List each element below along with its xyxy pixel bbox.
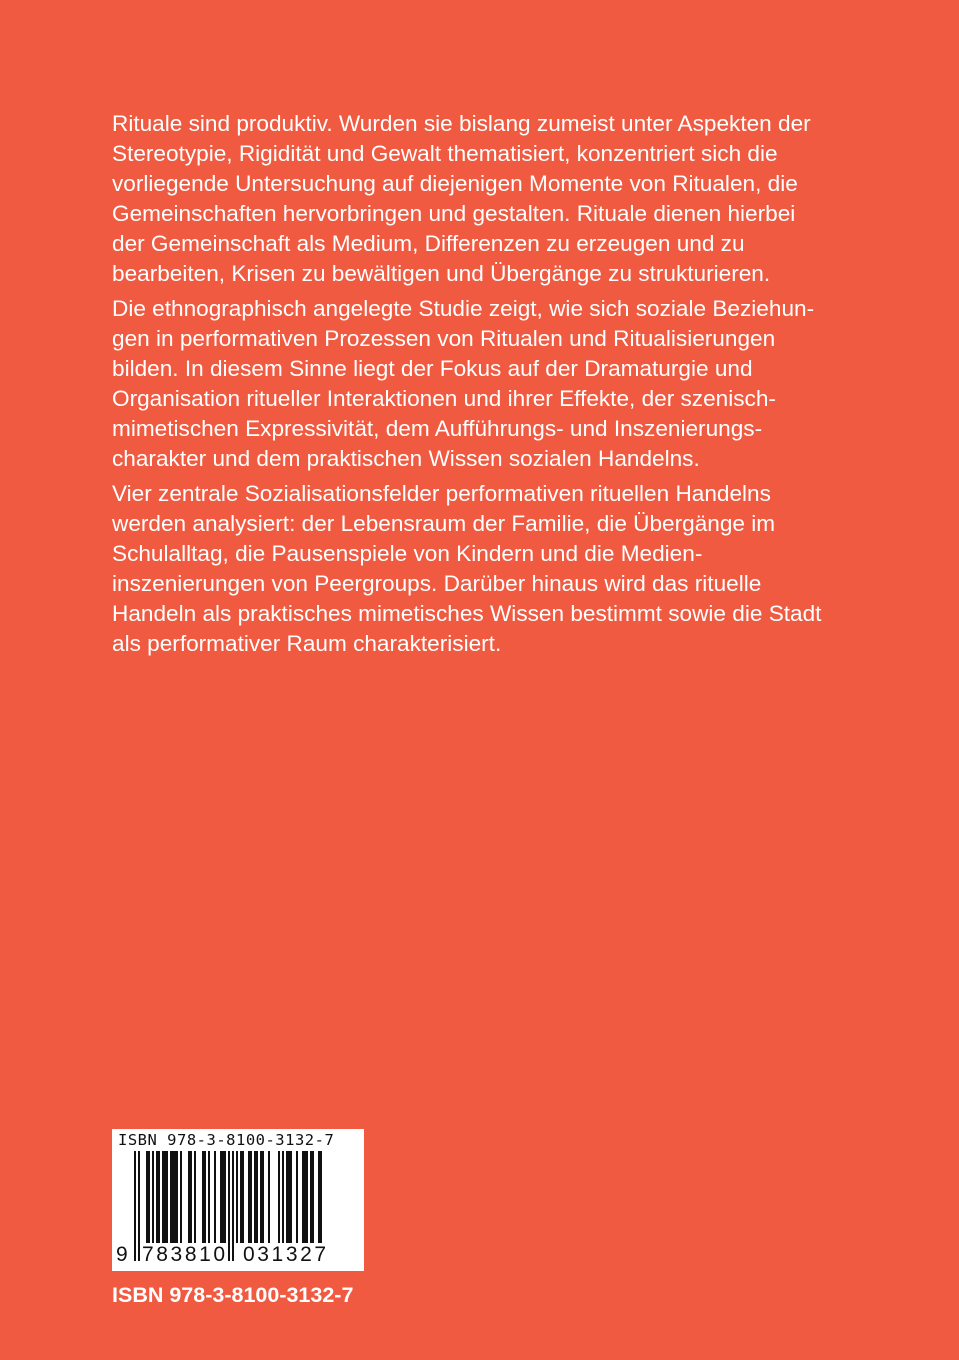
- barcode-bar: [214, 1151, 216, 1243]
- text-line: gen in performativen Prozessen von Ritualen und Ritualisierungen: [112, 326, 776, 351]
- barcode-bar: [202, 1151, 206, 1243]
- text-line: mimetischen Expressivität, dem Aufführungs- und Inszenierungs-: [112, 416, 763, 441]
- text-line: Die ethnographisch angelegte Studie zeigt, wie sich soziale Beziehun-: [112, 296, 815, 321]
- barcode-digits-right: 031327: [243, 1243, 329, 1266]
- text-line: vorliegende Untersuchung auf diejenigen Momente von Ritualen, die: [112, 171, 798, 196]
- barcode-bar: [302, 1151, 308, 1243]
- barcode-bar: [228, 1151, 230, 1261]
- barcode-bar: [162, 1151, 168, 1243]
- barcode-bar: [194, 1151, 196, 1243]
- barcode-bar: [236, 1151, 238, 1243]
- barcode-digit-first: 9: [116, 1243, 128, 1266]
- text-line: der Gemeinschaft als Medium, Differenzen zu erzeugen und zu: [112, 231, 745, 256]
- blurb-paragraph-3: [112, 479, 852, 659]
- barcode-bar: [180, 1151, 182, 1243]
- text-line: inszenierungen von Peergroups. Darüber hinaus wird das rituelle: [112, 571, 762, 596]
- barcode-bar: [268, 1151, 270, 1243]
- text-line: Schulalltag, die Pausenspiele von Kindern und die Medien-: [112, 541, 703, 566]
- blurb-text: [112, 109, 852, 664]
- barcode-bar: [134, 1151, 136, 1261]
- barcode-bar: [240, 1151, 244, 1243]
- barcode-bar: [146, 1151, 150, 1243]
- blurb-paragraph-1: [112, 109, 852, 289]
- barcode-bar: [282, 1151, 284, 1243]
- barcode-digits-left: 783810: [142, 1243, 228, 1266]
- barcode-bar: [208, 1151, 210, 1243]
- barcode-bar: [220, 1151, 226, 1243]
- barcode-bar: [296, 1151, 298, 1243]
- barcode-bar: [152, 1151, 154, 1243]
- text-line: Stereotypie, Rigidität und Gewalt thematisiert, konzentriert sich die: [112, 141, 778, 166]
- barcode-bar: [254, 1151, 258, 1243]
- text-line: Vier zentrale Sozialisationsfelder performativen rituellen Handelns: [112, 481, 771, 506]
- blurb-paragraph-2: [112, 294, 852, 474]
- barcode-bar: [278, 1151, 280, 1243]
- text-line: Gemeinschaften hervorbringen und gestalten. Rituale dienen hierbei: [112, 201, 796, 226]
- text-line: Handeln als praktisches mimetisches Wissen bestimmt sowie die Stadt: [112, 601, 822, 626]
- barcode-bar: [188, 1151, 192, 1243]
- barcode-bar: [286, 1151, 292, 1243]
- text-line: bearbeiten, Krisen zu bewältigen und Übergänge zu strukturieren.: [112, 261, 771, 286]
- barcode-isbn-label: ISBN 978-3-8100-3132-7: [118, 1131, 335, 1149]
- text-line: bilden. In diesem Sinne liegt der Fokus auf der Dramaturgie und: [112, 356, 753, 381]
- text-line: werden analysiert: der Lebensraum der Familie, die Übergänge im: [112, 511, 776, 536]
- barcode-bar: [156, 1151, 160, 1243]
- barcode-bar: [260, 1151, 264, 1243]
- barcode-bar: [170, 1151, 178, 1243]
- barcode-bar: [248, 1151, 252, 1243]
- text-line: als performativer Raum charakterisiert.: [112, 631, 502, 656]
- barcode: [112, 1129, 364, 1271]
- text-line: Rituale sind produktiv. Wurden sie bislang zumeist unter Aspekten der: [112, 111, 811, 136]
- text-line: Organisation ritueller Interaktionen und ihrer Effekte, der szenisch-: [112, 386, 776, 411]
- barcode-bar: [232, 1151, 234, 1261]
- text-line: charakter und dem praktischen Wissen sozialen Handelns.: [112, 446, 700, 471]
- barcode-bar: [138, 1151, 140, 1261]
- barcode-bar: [310, 1151, 314, 1243]
- isbn-footer: ISBN 978-3-8100-3132-7: [112, 1283, 354, 1307]
